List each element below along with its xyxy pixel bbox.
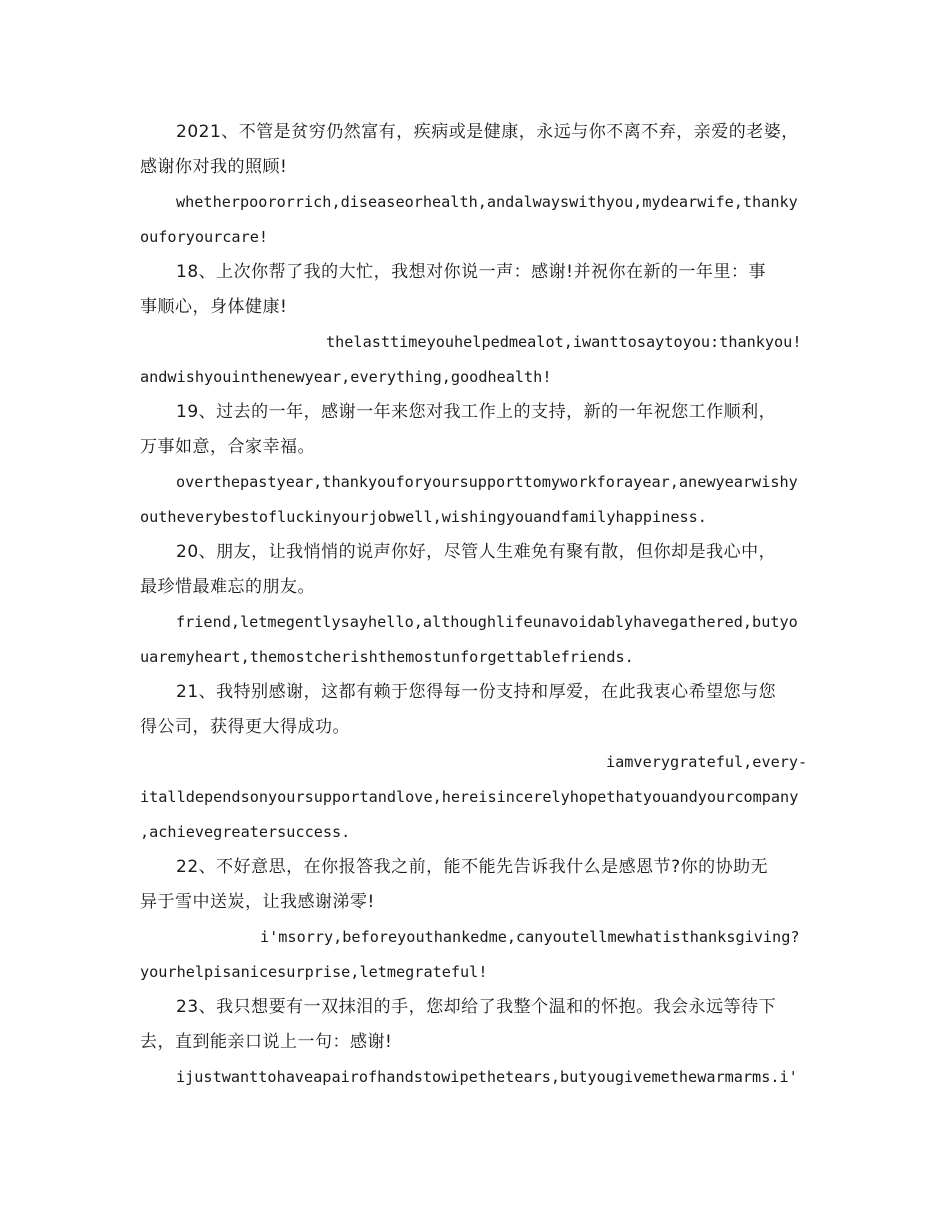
translation-2021-line-2: ouforyourcare! [140,228,269,246]
translation-18-line-1: thelasttimeyouhelpedmealot,iwanttosaytoyou:thankyou! [326,333,802,351]
paragraph-19-line-1: 19、过去的一年，感谢一年来您对我工作上的支持，新的一年祝您工作顺利， [176,402,777,422]
paragraph-19-line-2: 万事如意，合家幸福。 [140,437,315,457]
paragraph-21-line-1: 21、我特别感谢，这都有赖于您得每一份支持和厚爱，在此我衷心希望您与您 [176,682,777,702]
paragraph-21-line-2: 得公司，获得更大得成功。 [140,717,350,737]
paragraph-23-line-1: 23、我只想要有一双抹泪的手，您却给了我整个温和的怀抱。我会永远等待下 [176,997,777,1017]
translation-20-line-1: friend,letmegentlysayhello,althoughlifeunavoidablyhavegathered,butyo [176,613,798,631]
translation-23-line-1: ijustwanttohaveapairofhandstowipethetears,butyougivemethewarmarms.i' [176,1068,798,1086]
translation-21-line-1: iamverygrateful,every- [606,753,808,771]
paragraph-20-line-2: 最珍惜最难忘的朋友。 [140,577,315,597]
translation-21-line-3: ,achievegreatersuccess. [140,823,351,841]
paragraph-2021-line-2: 感谢你对我的照顾! [140,157,288,177]
paragraph-18-line-1: 18、上次你帮了我的大忙，我想对你说一声：感谢!并祝你在新的一年里：事 [176,262,766,282]
translation-2021-line-1: whetherpoororrich,diseaseorhealth,andalwayswithyou,mydearwife,thanky [176,193,798,211]
translation-22-line-1: i'msorry,beforeyouthankedme,canyoutellmewhatisthanksgiving? [260,928,800,946]
paragraph-20-line-1: 20、朋友，让我悄悄的说声你好，尽管人生难免有聚有散，但你却是我心中， [176,542,777,562]
translation-19-line-1: overthepastyear,thankyouforyoursupporttomyworkforayear,anewyearwishy [176,473,798,491]
translation-19-line-2: outheverybestofluckinyourjobwell,wishingyouandfamilyhappiness. [140,508,707,526]
paragraph-18-line-2: 事顺心，身体健康! [140,297,288,317]
paragraph-2021-line-1: 2021、不管是贫穷仍然富有，疾病或是健康，永远与你不离不弃，亲爱的老婆， [176,122,799,142]
translation-22-line-2: yourhelpisanicesurprise,letmegrateful! [140,963,488,981]
translation-20-line-2: uaremyheart,themostcherishthemostunforgettablefriends. [140,648,634,666]
translation-18-line-2: andwishyouinthenewyear,everything,goodhealth! [140,368,552,386]
paragraph-22-line-1: 22、不好意思，在你报答我之前，能不能先告诉我什么是感恩节?你的协助无 [176,857,769,877]
paragraph-23-line-2: 去，直到能亲口说上一句：感谢! [140,1032,393,1052]
translation-21-line-2: italldependsonyoursupportandlove,hereisincerelyhopethatyouandyourcompany [140,788,799,806]
paragraph-22-line-2: 异于雪中送炭，让我感谢涕零! [140,892,375,912]
